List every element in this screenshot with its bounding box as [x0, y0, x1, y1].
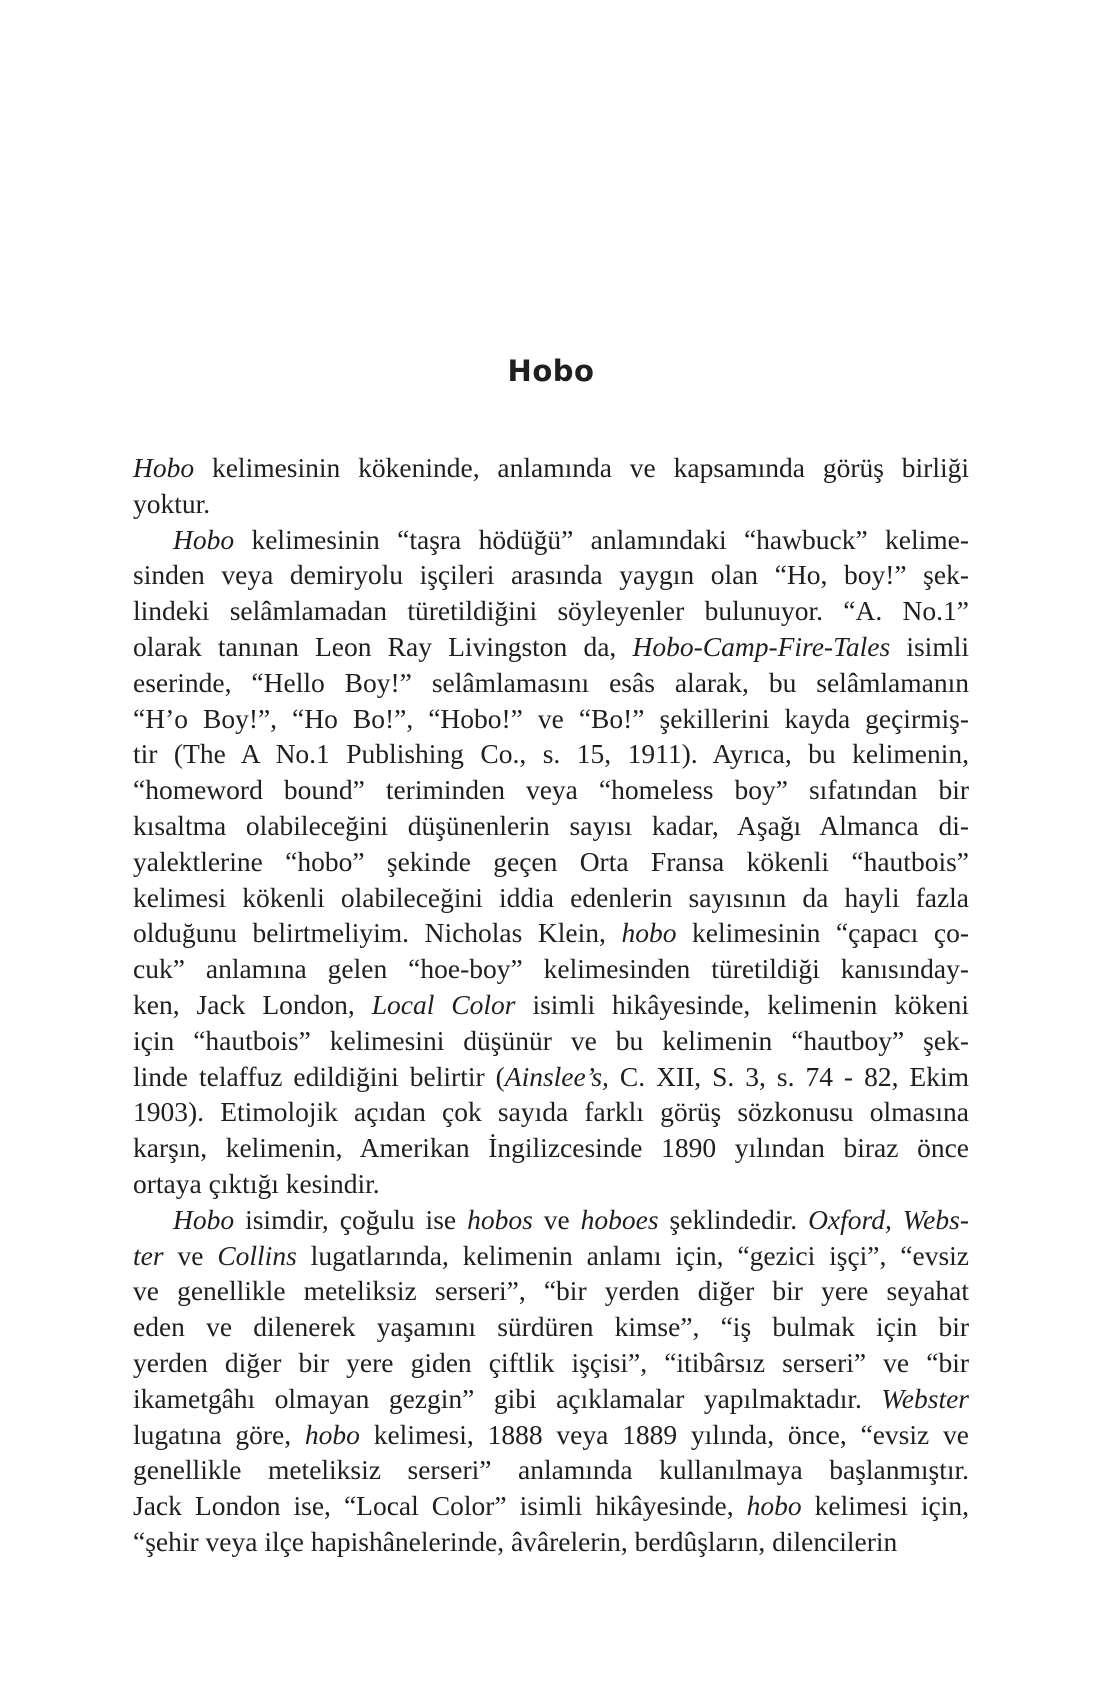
text-line	[133, 1273, 969, 1309]
italic-term: hobo	[621, 917, 677, 949]
italic-term: hobo	[746, 1490, 802, 1522]
book-page	[133, 0, 969, 1701]
text-line	[133, 1130, 969, 1166]
text-run: ortaya çıktığı kesindir.	[133, 1167, 380, 1199]
text-run: eden ve dilenerek yaşamını sürdüren kimse”, “iş bulmak için bir	[133, 1311, 969, 1343]
text-run: karşın, kelimenin, Amerikan İngilizcesinde 1890 yılından biraz önce	[133, 1132, 969, 1164]
text-run: lugatlarında, kelimenin anlamı için, “gezici işçi”, “evsiz	[296, 1239, 969, 1271]
text-run: isimdir, çoğulu ise	[234, 1203, 468, 1235]
text-run: kelimesinin “çapacı ço-	[676, 917, 969, 949]
text-run: Jack London ise, “Local Color” isimli hikâyesinde,	[133, 1490, 747, 1522]
italic-term: ter	[133, 1239, 164, 1271]
text-run: 1903). Etimolojik açıdan çok sayıda farklı görüş sözkonusu olmasına	[133, 1096, 969, 1128]
text-line	[133, 915, 969, 951]
text-run: tir (The A No.1 Publishing Co., s. 15, 1911). Ayrıca, bu kelimenin,	[133, 738, 969, 770]
text-line	[133, 701, 969, 737]
text-line	[133, 880, 969, 916]
italic-term: Hobo	[133, 452, 195, 483]
text-run: isimli hikâyesinde, kelimenin kökeni	[515, 988, 969, 1020]
text-run: kelimesi kökenli olabileceğini iddia edenlerin sayısının da hayli fazla	[133, 881, 969, 913]
text-run: ken, Jack London,	[133, 988, 372, 1020]
paragraph	[133, 450, 969, 522]
italic-term: Hobo	[173, 523, 235, 555]
text-line	[133, 593, 969, 629]
italic-term: Ainslee’s,	[504, 1060, 609, 1092]
text-run: olarak tanınan Leon Ray Livingston da,	[133, 630, 633, 662]
text-line	[133, 808, 969, 844]
text-line	[133, 987, 969, 1023]
text-line	[133, 1238, 969, 1274]
text-line	[133, 1417, 969, 1453]
chapter-title: Hobo	[507, 354, 595, 388]
text-line	[133, 1059, 969, 1095]
text-run: cuk” anlamına gelen “hoe-boy” kelimesinden türetildiği kanısınday-	[133, 953, 969, 985]
paragraph	[133, 522, 969, 1202]
text-line	[133, 1381, 969, 1417]
italic-term: hobos	[467, 1203, 533, 1235]
text-line	[133, 772, 969, 808]
text-run: için “hautbois” kelimesini düşünür ve bu kelimenin “hautboy” şek-	[133, 1024, 969, 1056]
text-line	[133, 1023, 969, 1059]
text-line	[133, 486, 969, 522]
text-line	[133, 665, 969, 701]
text-line	[133, 1202, 969, 1238]
text-run: “H’o Boy!”, “Ho Bo!”, “Hobo!” ve “Bo!” şekillerini kayda geçirmiş-	[133, 702, 969, 734]
italic-term: Webster	[881, 1382, 969, 1414]
text-run: yoktur.	[133, 487, 211, 519]
text-run: ve	[163, 1239, 218, 1271]
text-line	[133, 1309, 969, 1345]
italic-term: Oxford, Webs-	[808, 1203, 969, 1235]
text-line	[133, 844, 969, 880]
text-line	[133, 1488, 969, 1524]
italic-term: hoboes	[580, 1203, 659, 1235]
text-run: C. XII, S. 3, s. 74 - 82, Ekim	[608, 1060, 969, 1092]
paragraph	[133, 1202, 969, 1560]
text-line	[133, 522, 969, 558]
text-run: isimli	[890, 630, 969, 662]
text-run: linde telaffuz edildiğini belirtir (	[133, 1060, 505, 1092]
text-line	[133, 951, 969, 987]
italic-term: Hobo-Camp-Fire-Tales	[632, 630, 891, 662]
text-run: eserinde, “Hello Boy!” selâmlamasını esâs alarak, bu selâmlamanın	[133, 666, 969, 698]
text-run: kelimesinin “taşra hödüğü” anlamındaki “hawbuck” kelime-	[234, 523, 969, 555]
chapter-body	[133, 450, 969, 1560]
text-line	[133, 1345, 969, 1381]
text-line	[133, 1166, 969, 1202]
text-run: yalektlerine “hobo” şekinde geçen Orta Fransa kökenli “hautbois”	[133, 845, 969, 877]
text-run: kelimesi için,	[801, 1490, 969, 1522]
text-line	[133, 1524, 969, 1560]
text-line	[133, 629, 969, 665]
italic-term: Collins	[217, 1239, 297, 1271]
text-run: kelimesinin kökeninde, anlamında ve kapsamında görüş birliği	[194, 452, 969, 483]
text-run: kısaltma olabileceğini düşünenlerin sayısı kadar, Aşağı Almanca di-	[133, 809, 969, 841]
text-run: şeklindedir.	[658, 1203, 809, 1235]
text-run: lugatına göre,	[133, 1418, 305, 1450]
text-run: genellikle meteliksiz serseri” anlamında kullanılmaya başlanmıştır.	[133, 1454, 969, 1486]
text-run: yerden diğer bir yere giden çiftlik işçisi”, “itibârsız serseri” ve “bir	[133, 1346, 969, 1378]
text-line	[133, 450, 969, 486]
text-line	[133, 1452, 969, 1488]
text-run: ve	[532, 1203, 581, 1235]
text-run: olduğunu belirtmeliyim. Nicholas Klein,	[133, 917, 622, 949]
italic-term: Hobo	[173, 1203, 235, 1235]
text-line	[133, 736, 969, 772]
text-line	[133, 1094, 969, 1130]
italic-term: Local Color	[371, 988, 516, 1020]
text-run: ikametgâhı olmayan gezgin” gibi açıklamalar yapılmaktadır.	[133, 1382, 882, 1414]
text-run: “homeword bound” teriminden veya “homeless boy” sıfatından bir	[133, 774, 969, 806]
text-run: “şehir veya ilçe hapishânelerinde, âvârelerin, berdûşların, dilencilerin	[133, 1525, 898, 1557]
text-run: kelimesi, 1888 veya 1889 yılında, önce, “evsiz ve	[359, 1418, 969, 1450]
italic-term: hobo	[304, 1418, 360, 1450]
text-run: sinden veya demiryolu işçileri arasında yaygın olan “Ho, boy!” şek-	[133, 559, 969, 591]
text-run: lindeki selâmlamadan türetildiğini söyleyenler bulunuyor. “A. No.1”	[133, 595, 969, 627]
text-run: ve genellikle meteliksiz serseri”, “bir yerden diğer bir yere seyahat	[133, 1275, 969, 1307]
text-line	[133, 557, 969, 593]
